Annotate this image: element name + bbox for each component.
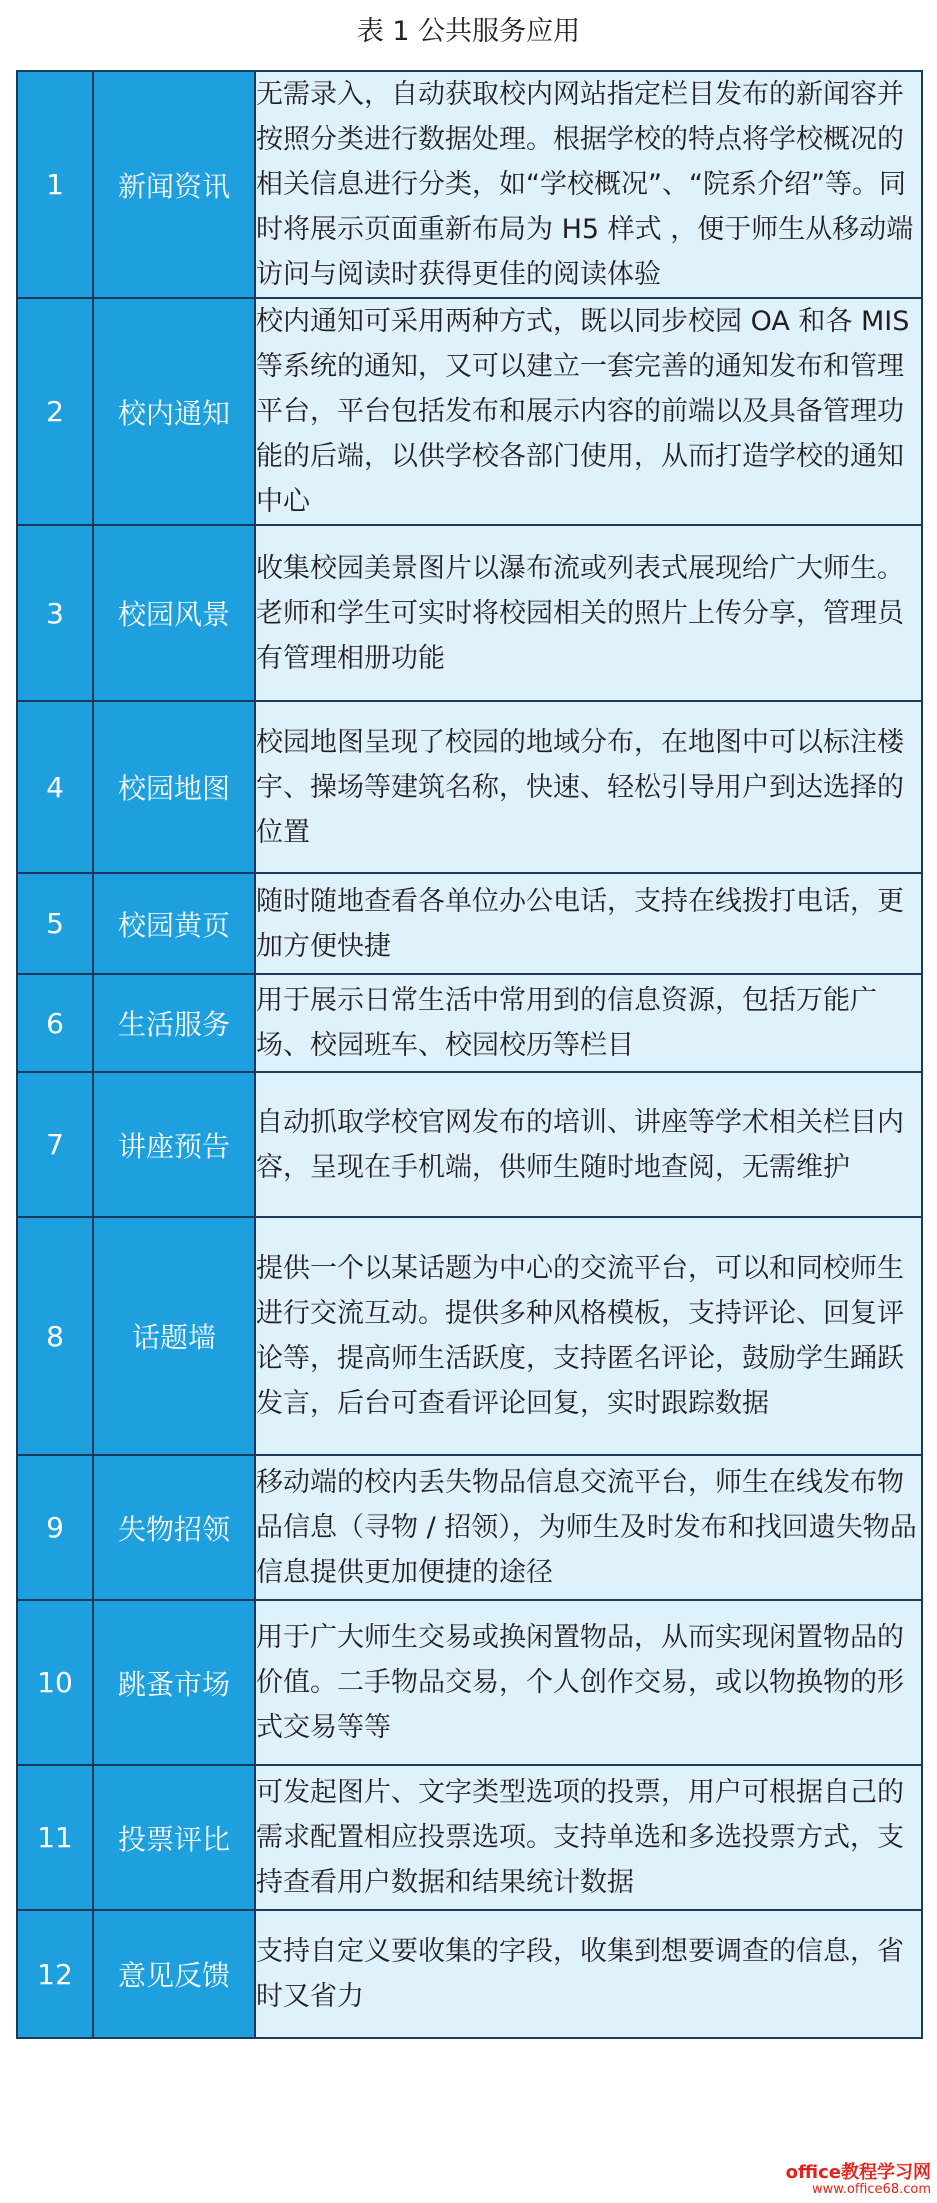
table-row xyxy=(17,298,922,525)
public-services-table xyxy=(16,70,923,2039)
service-description: 自动抓取学校官网发布的培训、讲座等学术相关栏目内容，呈现在手机端，供师生随时地查阅，无需维护 xyxy=(255,1072,922,1217)
service-description: 移动端的校内丢失物品信息交流平台，师生在线发布物品信息（寻物 / 招领），为师生及时发布和找回遗失物品信息提供更加便捷的途径 xyxy=(255,1455,922,1600)
service-description: 用于展示日常生活中常用到的信息资源，包括万能广场、校园班车、校园校历等栏目 xyxy=(255,974,922,1072)
table-row xyxy=(17,1765,922,1910)
row-number: 12 xyxy=(17,1910,93,2038)
watermark-title: office教程学习网 xyxy=(785,2161,931,2183)
row-number: 3 xyxy=(17,525,93,701)
watermark xyxy=(786,2163,931,2197)
table-row xyxy=(17,1072,922,1217)
service-name: 失物招领 xyxy=(93,1455,255,1600)
table-row xyxy=(17,1600,922,1765)
row-number: 4 xyxy=(17,701,93,873)
service-description: 提供一个以某话题为中心的交流平台，可以和同校师生进行交流互动。提供多种风格模板，支持评论、回复评论等，提高师生活跃度，支持匿名评论，鼓励学生踊跃发言，后台可查看评论回复，实时跟踪数据 xyxy=(255,1217,922,1455)
service-name: 生活服务 xyxy=(93,974,255,1072)
service-name: 校园风景 xyxy=(93,525,255,701)
row-number: 5 xyxy=(17,873,93,974)
table-row xyxy=(17,1455,922,1600)
service-description: 无需录入，自动获取校内网站指定栏目发布的新闻容并按照分类进行数据处理。根据学校的特点将学校概况的相关信息进行分类，如“学校概况”、“院系介绍”等。同时将展示页面重新布局为 H5 样式 ，便于师生从移动端访问与阅读时获得更佳的阅读体验 xyxy=(255,71,922,298)
service-description: 用于广大师生交易或换闲置物品，从而实现闲置物品的价值。二手物品交易，个人创作交易，或以物换物的形式交易等等 xyxy=(255,1600,922,1765)
table-row xyxy=(17,974,922,1072)
table-row xyxy=(17,1217,922,1455)
row-number: 8 xyxy=(17,1217,93,1455)
table-row xyxy=(17,701,922,873)
service-description: 可发起图片、文字类型选项的投票，用户可根据自己的需求配置相应投票选项。支持单选和多选投票方式，支持查看用户数据和结果统计数据 xyxy=(255,1765,922,1910)
service-name: 新闻资讯 xyxy=(93,71,255,298)
service-description: 收集校园美景图片以瀑布流或列表式展现给广大师生。老师和学生可实时将校园相关的照片上传分享，管理员有管理相册功能 xyxy=(255,525,922,701)
service-name: 投票评比 xyxy=(93,1765,255,1910)
table-row xyxy=(17,71,922,298)
row-number: 11 xyxy=(17,1765,93,1910)
service-description: 随时随地查看各单位办公电话，支持在线拨打电话，更加方便快捷 xyxy=(255,873,922,974)
service-description: 支持自定义要收集的字段，收集到想要调查的信息，省时又省力 xyxy=(255,1910,922,2038)
service-name: 校园地图 xyxy=(93,701,255,873)
service-name: 意见反馈 xyxy=(93,1910,255,2038)
row-number: 2 xyxy=(17,298,93,525)
table-row xyxy=(17,525,922,701)
service-name: 跳蚤市场 xyxy=(93,1600,255,1765)
table-caption: 表 1 公共服务应用 xyxy=(356,16,581,47)
row-number: 10 xyxy=(17,1600,93,1765)
service-name: 校园黄页 xyxy=(93,873,255,974)
service-name: 校内通知 xyxy=(93,298,255,525)
service-name: 讲座预告 xyxy=(93,1072,255,1217)
service-description: 校内通知可采用两种方式，既以同步校园 OA 和各 MIS 等系统的通知，又可以建立一套完善的通知发布和管理平台，平台包括发布和展示内容的前端以及具备管理功能的后端，以供学校各部门使用，从而打造学校的通知中心 xyxy=(255,298,922,525)
service-description: 校园地图呈现了校园的地域分布，在地图中可以标注楼宇、操场等建筑名称，快速、轻松引导用户到达选择的位置 xyxy=(255,701,922,873)
row-number: 9 xyxy=(17,1455,93,1600)
row-number: 7 xyxy=(17,1072,93,1217)
row-number: 6 xyxy=(17,974,93,1072)
table-row xyxy=(17,873,922,974)
watermark-url: www.office68.com xyxy=(812,2181,931,2197)
table-row xyxy=(17,1910,922,2038)
row-number: 1 xyxy=(17,71,93,298)
service-name: 话题墙 xyxy=(93,1217,255,1455)
